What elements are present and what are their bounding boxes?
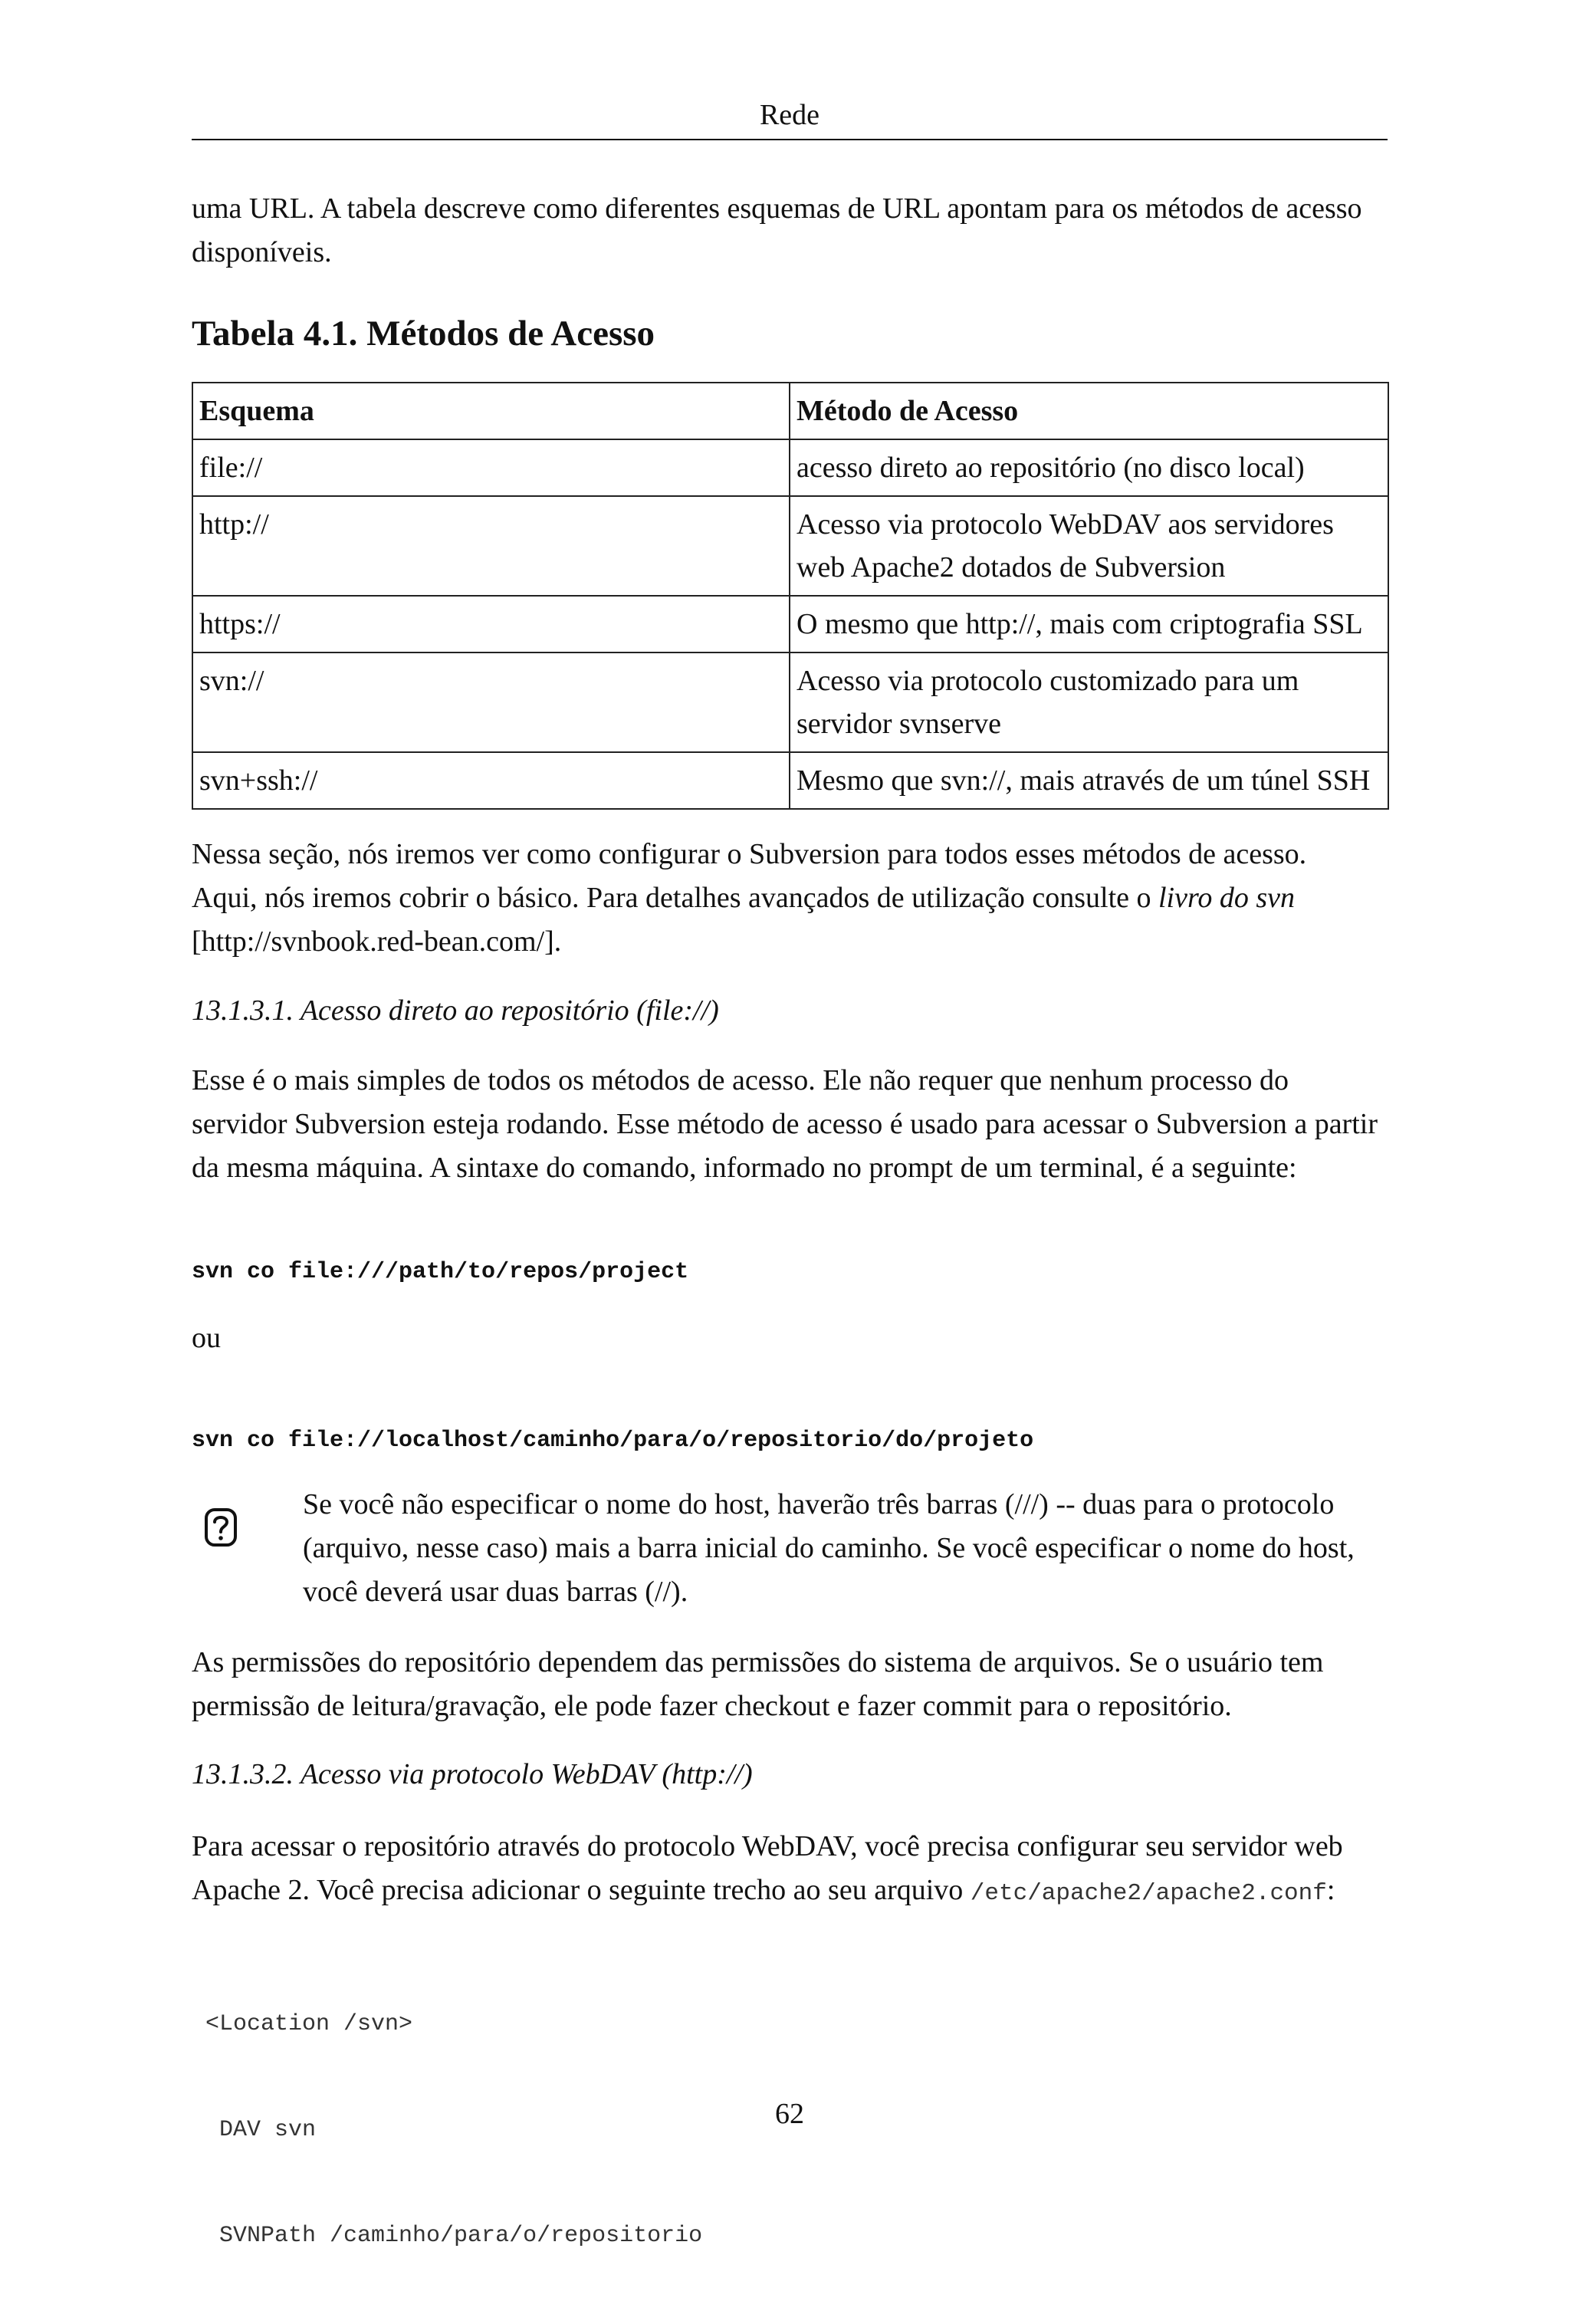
method-line: Mesmo que svn://, mais através de um túnel SSH bbox=[796, 764, 1371, 797]
column-header-method: Método de Acesso bbox=[790, 383, 1388, 439]
method-line: Acesso via protocolo customizado para um bbox=[796, 665, 1299, 697]
webdav-line-2 bbox=[192, 1869, 1388, 1915]
page-number: 62 bbox=[775, 2098, 804, 2130]
method-cell bbox=[790, 496, 1388, 596]
table-row bbox=[192, 652, 1388, 752]
intro-line-2: disponíveis. bbox=[192, 236, 332, 268]
or-text: ou bbox=[192, 1322, 221, 1354]
table-row bbox=[192, 752, 1388, 809]
file-access-line-2: servidor Subversion esteja rodando. Esse método de acesso é usado para acessar o Subversion a partir bbox=[192, 1108, 1378, 1140]
webdav-text: Apache 2. Você precisa adicionar o seguinte trecho ao seu arquivo bbox=[192, 1874, 971, 1906]
section-intro-text: Aqui, nós iremos cobrir o básico. Para detalhes avançados de utilização consulte o bbox=[192, 882, 1158, 914]
table-header-row bbox=[192, 383, 1388, 439]
svn-book-link[interactable]: livro do svn bbox=[1158, 882, 1296, 914]
command-example-1: svn co file:///path/to/repos/project bbox=[192, 1259, 689, 1285]
method-cell bbox=[790, 752, 1388, 809]
note-line-1: Se você não especificar o nome do host, haverão três barras (///) -- duas para o protocolo bbox=[303, 1488, 1335, 1520]
method-cell bbox=[790, 439, 1388, 496]
column-header-scheme: Esquema bbox=[192, 383, 790, 439]
section-intro-line-1: Nessa seção, nós iremos ver como configurar o Subversion para todos esses métodos de acesso. bbox=[192, 838, 1307, 870]
permissions-line-1: As permissões do repositório dependem das permissões do sistema de arquivos. Se o usuário tem bbox=[192, 1646, 1324, 1678]
file-access-paragraph bbox=[192, 1059, 1388, 1190]
intro-paragraph bbox=[192, 187, 1388, 274]
apache-config-path: /etc/apache2/apache2.conf bbox=[970, 1880, 1327, 1907]
permissions-paragraph bbox=[192, 1641, 1388, 1728]
note-text bbox=[303, 1483, 1388, 1614]
table-title: Tabela 4.1. Métodos de Acesso bbox=[192, 314, 655, 353]
scheme-cell: file:// bbox=[192, 439, 790, 496]
permissions-line-2: permissão de leitura/gravação, ele pode fazer checkout e fazer commit para o repositório. bbox=[192, 1690, 1232, 1722]
table-row bbox=[192, 596, 1388, 652]
method-line: web Apache2 dotados de Subversion bbox=[796, 551, 1226, 583]
method-line: O mesmo que http://, mais com criptografia SSL bbox=[796, 608, 1363, 640]
code-line: <Location /svn> bbox=[192, 2011, 413, 2037]
note-line-2: (arquivo, nesse caso) mais a barra inicial do caminho. Se você especificar o nome do host, bbox=[303, 1532, 1355, 1564]
section-heading-webdav: 13.1.3.2. Acesso via protocolo WebDAV (http://) bbox=[192, 1758, 753, 1790]
webdav-paragraph bbox=[192, 1825, 1388, 1915]
scheme-cell: http:// bbox=[192, 496, 790, 596]
access-methods-table bbox=[192, 382, 1389, 810]
code-line: DAV svn bbox=[192, 2117, 317, 2143]
scheme-cell: https:// bbox=[192, 596, 790, 652]
note-line-3: você deverá usar duas barras (//). bbox=[303, 1576, 688, 1608]
method-line: Acesso via protocolo WebDAV aos servidores bbox=[796, 508, 1334, 541]
method-line: acesso direto ao repositório (no disco local) bbox=[796, 452, 1305, 484]
file-access-line-1: Esse é o mais simples de todos os métodos de acesso. Ele não requer que nenhum processo do bbox=[192, 1064, 1289, 1096]
command-example-2: svn co file://localhost/caminho/para/o/repositorio/do/projeto bbox=[192, 1428, 1034, 1454]
webdav-line-1: Para acessar o repositório através do protocolo WebDAV, você precisa configurar seu servidor web bbox=[192, 1830, 1343, 1862]
section-heading-file-access: 13.1.3.1. Acesso direto ao repositório (file://) bbox=[192, 994, 719, 1027]
section-intro-line-3: [http://svnbook.red-bean.com/]. bbox=[192, 925, 562, 958]
method-line: servidor svnserve bbox=[796, 708, 1001, 740]
webdav-colon: : bbox=[1326, 1874, 1335, 1906]
method-cell bbox=[790, 652, 1388, 752]
section-intro-paragraph bbox=[192, 833, 1388, 964]
intro-line-1: uma URL. A tabela descreve como diferentes esquemas de URL apontam para os métodos de acesso bbox=[192, 192, 1362, 225]
scheme-cell: svn+ssh:// bbox=[192, 752, 790, 809]
table-row bbox=[192, 439, 1388, 496]
code-line: SVNPath /caminho/para/o/repositorio bbox=[192, 2223, 703, 2249]
running-header: Rede bbox=[759, 99, 820, 131]
scheme-cell: svn:// bbox=[192, 652, 790, 752]
header-rule bbox=[192, 139, 1388, 140]
question-mark-icon bbox=[204, 1507, 238, 1547]
file-access-line-3: da mesma máquina. A sintaxe do comando, informado no prompt de um terminal, é a seguinte: bbox=[192, 1152, 1297, 1184]
section-intro-line-2 bbox=[192, 876, 1388, 920]
table-row bbox=[192, 496, 1388, 596]
method-cell bbox=[790, 596, 1388, 652]
